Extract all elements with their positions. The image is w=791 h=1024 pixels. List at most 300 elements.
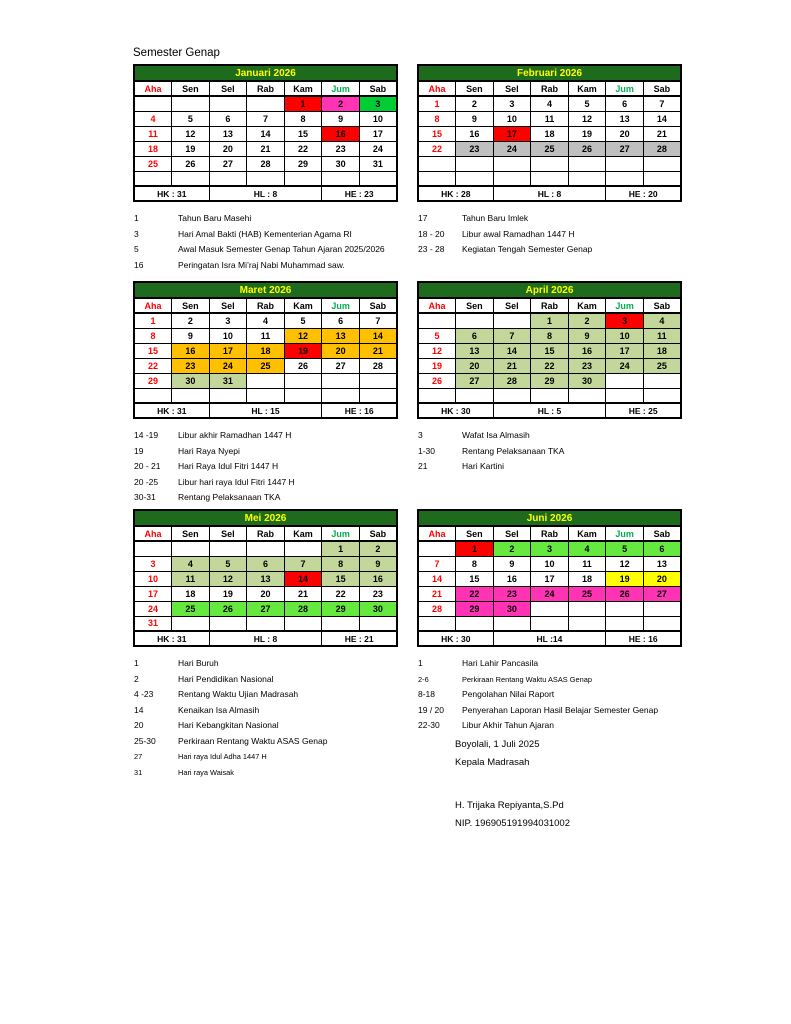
date-cell-10: 10 (531, 556, 569, 571)
note-text: Perkiraan Rentang Waktu ASAS Genap (462, 674, 592, 684)
date-cell-21: 21 (284, 586, 322, 601)
date-cell-19: 19 (568, 126, 606, 141)
date-cell-2: 2 (493, 541, 531, 556)
note-text: Hari Lahir Pancasila (462, 658, 539, 668)
date-cell-3: 3 (359, 96, 397, 111)
date-cell-21: 21 (359, 343, 397, 358)
date-cell-19: 19 (284, 343, 322, 358)
signature-block (455, 739, 570, 836)
week-row (418, 343, 681, 358)
date-cell-empty (643, 616, 681, 631)
date-cell-27: 27 (456, 373, 494, 388)
date-cell-19: 19 (606, 571, 644, 586)
date-cell-16: 16 (172, 343, 210, 358)
day-header-kam: Kam (568, 526, 606, 541)
date-cell-empty (247, 373, 285, 388)
date-cell-16: 16 (493, 571, 531, 586)
note-date: 17 (418, 213, 428, 223)
note-item (134, 671, 398, 687)
day-header-aha: Aha (418, 526, 456, 541)
date-cell-14: 14 (418, 571, 456, 586)
date-cell-12: 12 (284, 328, 322, 343)
he-count: HE : 16 (606, 631, 681, 646)
date-cell-16: 16 (359, 571, 397, 586)
date-cell-1: 1 (134, 313, 172, 328)
note-item (134, 655, 398, 671)
date-cell-26: 26 (418, 373, 456, 388)
date-cell-7: 7 (247, 111, 285, 126)
date-cell-empty (456, 388, 494, 403)
date-cell-30: 30 (322, 156, 360, 171)
note-item (418, 443, 682, 459)
note-text: Peringatan Isra Mi’raj Nabi Muhammad saw. (178, 259, 345, 270)
day-header-sen: Sen (172, 298, 210, 313)
hk-count: HK : 30 (418, 631, 493, 646)
date-cell-empty (531, 616, 569, 631)
day-header-jum: Jum (606, 81, 644, 96)
date-grid (134, 96, 397, 186)
note-date: 1 (134, 213, 139, 223)
date-cell-16: 16 (456, 126, 494, 141)
date-cell-31: 31 (359, 156, 397, 171)
day-header-jum: Jum (606, 298, 644, 313)
date-cell-5: 5 (568, 96, 606, 111)
note-date: 30-31 (134, 492, 156, 502)
month-block (133, 281, 398, 505)
day-header-rab: Rab (247, 81, 285, 96)
date-cell-empty (418, 616, 456, 631)
date-cell-empty (493, 171, 531, 186)
summary-row (134, 186, 397, 201)
note-text: Perkiraan Rentang Waktu ASAS Genap (178, 735, 328, 746)
date-cell-empty (247, 171, 285, 186)
date-cell-23: 23 (172, 358, 210, 373)
summary-row (134, 631, 397, 646)
date-cell-23: 23 (568, 358, 606, 373)
date-cell-empty (493, 156, 531, 171)
note-date: 19 / 20 (418, 704, 444, 715)
date-cell-5: 5 (606, 541, 644, 556)
note-item (134, 226, 398, 242)
date-cell-10: 10 (209, 328, 247, 343)
note-item (418, 241, 682, 257)
week-row (418, 156, 681, 171)
day-header-jum: Jum (606, 526, 644, 541)
date-cell-empty (359, 171, 397, 186)
date-cell-28: 28 (284, 601, 322, 616)
date-cell-empty (568, 156, 606, 171)
hk-count: HK : 31 (134, 186, 209, 201)
note-date: 14 (134, 704, 144, 715)
date-cell-2: 2 (568, 313, 606, 328)
date-cell-10: 10 (134, 571, 172, 586)
date-cell-6: 6 (643, 541, 681, 556)
month-notes (133, 210, 398, 272)
he-count: HE : 20 (606, 186, 681, 201)
note-date: 20 -25 (134, 476, 159, 487)
date-cell-empty (359, 373, 397, 388)
date-cell-empty (322, 171, 360, 186)
week-row (134, 343, 397, 358)
date-cell-empty (209, 96, 247, 111)
note-text: Kegiatan Tengah Semester Genap (462, 244, 593, 254)
week-row (418, 601, 681, 616)
date-cell-29: 29 (284, 156, 322, 171)
date-cell-16: 16 (568, 343, 606, 358)
date-cell-29: 29 (531, 373, 569, 388)
date-cell-18: 18 (172, 586, 210, 601)
note-item (418, 686, 682, 702)
date-cell-11: 11 (531, 111, 569, 126)
summary-row (418, 186, 681, 201)
date-cell-empty (359, 616, 397, 631)
date-cell-18: 18 (531, 126, 569, 141)
date-cell-4: 4 (247, 313, 285, 328)
date-cell-31: 31 (134, 616, 172, 631)
day-header-sel: Sel (493, 81, 531, 96)
date-cell-7: 7 (359, 313, 397, 328)
date-cell-26: 26 (606, 586, 644, 601)
date-cell-18: 18 (568, 571, 606, 586)
date-cell-8: 8 (284, 111, 322, 126)
date-cell-13: 13 (209, 126, 247, 141)
signature-role: Kepala Madrasah (455, 757, 530, 768)
date-cell-20: 20 (247, 586, 285, 601)
date-cell-8: 8 (456, 556, 494, 571)
date-cell-1: 1 (456, 541, 494, 556)
month-slot-januari (133, 64, 398, 272)
day-header-row (134, 298, 397, 313)
row-januari-februari (133, 64, 682, 272)
date-cell-empty (209, 616, 247, 631)
row-mei-juni (133, 509, 682, 779)
date-cell-11: 11 (247, 328, 285, 343)
week-row (134, 313, 397, 328)
date-cell-empty (209, 541, 247, 556)
note-item (134, 427, 398, 443)
date-cell-25: 25 (172, 601, 210, 616)
date-cell-12: 12 (568, 111, 606, 126)
date-cell-empty (418, 156, 456, 171)
month-slot-februari (417, 64, 682, 272)
date-cell-11: 11 (134, 126, 172, 141)
note-date: 20 - 21 (134, 461, 161, 471)
hk-count: HK : 31 (134, 403, 209, 418)
date-cell-17: 17 (493, 126, 531, 141)
note-item (418, 671, 682, 687)
week-row (134, 541, 397, 556)
date-cell-8: 8 (531, 328, 569, 343)
date-cell-20: 20 (606, 126, 644, 141)
hk-count: HK : 31 (134, 631, 209, 646)
date-cell-empty (247, 541, 285, 556)
note-date: 20 (134, 720, 144, 730)
date-cell-empty (456, 313, 494, 328)
date-cell-empty (606, 616, 644, 631)
date-cell-28: 28 (418, 601, 456, 616)
date-cell-22: 22 (456, 586, 494, 601)
date-cell-18: 18 (247, 343, 285, 358)
date-cell-7: 7 (493, 328, 531, 343)
note-item (418, 717, 682, 733)
date-cell-empty (643, 373, 681, 388)
date-cell-4: 4 (172, 556, 210, 571)
date-cell-15: 15 (418, 126, 456, 141)
note-date: 31 (134, 767, 143, 777)
date-cell-empty (247, 96, 285, 111)
note-item (134, 733, 398, 749)
date-cell-25: 25 (531, 141, 569, 156)
date-cell-9: 9 (568, 328, 606, 343)
date-cell-empty (134, 388, 172, 403)
date-cell-26: 26 (209, 601, 247, 616)
date-cell-5: 5 (172, 111, 210, 126)
date-cell-28: 28 (643, 141, 681, 156)
date-cell-empty (172, 96, 210, 111)
date-cell-4: 4 (643, 313, 681, 328)
date-cell-empty (531, 171, 569, 186)
note-date: 8-18 (418, 689, 436, 699)
date-cell-24: 24 (209, 358, 247, 373)
calendar-februari-2026 (417, 64, 682, 202)
month-block (133, 509, 398, 779)
month-block (417, 281, 682, 474)
date-cell-empty (606, 156, 644, 171)
date-cell-empty (606, 171, 644, 186)
note-date: 1 (134, 658, 139, 668)
week-row (418, 586, 681, 601)
week-row (134, 601, 397, 616)
date-cell-5: 5 (418, 328, 456, 343)
day-header-aha: Aha (134, 298, 172, 313)
note-text: Hari Kartini (462, 461, 505, 471)
note-item (134, 474, 398, 490)
date-cell-1: 1 (531, 313, 569, 328)
date-cell-7: 7 (418, 556, 456, 571)
day-header-sen: Sen (456, 81, 494, 96)
date-cell-11: 11 (568, 556, 606, 571)
day-header-sen: Sen (172, 81, 210, 96)
day-header-aha: Aha (134, 81, 172, 96)
date-cell-13: 13 (643, 556, 681, 571)
day-header-sen: Sen (456, 526, 494, 541)
note-date: 1-30 (418, 445, 436, 456)
date-cell-empty (134, 96, 172, 111)
week-row (418, 388, 681, 403)
date-cell-20: 20 (456, 358, 494, 373)
day-header-rab: Rab (247, 526, 285, 541)
date-cell-29: 29 (322, 601, 360, 616)
date-cell-27: 27 (209, 156, 247, 171)
month-title: Juni 2026 (418, 510, 681, 526)
week-row (134, 328, 397, 343)
date-cell-17: 17 (606, 343, 644, 358)
hl-count: HL : 15 (209, 403, 322, 418)
day-header-sab: Sab (643, 81, 681, 96)
calendar-mei-2026 (133, 509, 398, 647)
day-header-row (134, 81, 397, 96)
month-title: Februari 2026 (418, 65, 681, 81)
date-cell-17: 17 (209, 343, 247, 358)
date-cell-10: 10 (359, 111, 397, 126)
date-cell-27: 27 (643, 586, 681, 601)
date-cell-12: 12 (418, 343, 456, 358)
date-cell-23: 23 (493, 586, 531, 601)
he-count: HE : 21 (322, 631, 397, 646)
date-cell-empty (284, 388, 322, 403)
date-cell-5: 5 (209, 556, 247, 571)
date-cell-empty (172, 616, 210, 631)
date-cell-21: 21 (643, 126, 681, 141)
summary-row (418, 403, 681, 418)
date-cell-empty (172, 171, 210, 186)
week-row (134, 171, 397, 186)
note-text: Awal Masuk Semester Genap Tahun Ajaran 2025/2026 (178, 244, 385, 254)
date-cell-empty (418, 541, 456, 556)
note-item (134, 748, 398, 764)
week-row (134, 111, 397, 126)
week-row (418, 373, 681, 388)
day-header-row (418, 526, 681, 541)
day-header-kam: Kam (284, 526, 322, 541)
date-cell-23: 23 (322, 141, 360, 156)
note-date: 14 -19 (134, 430, 159, 440)
day-header-kam: Kam (284, 298, 322, 313)
date-cell-empty (418, 171, 456, 186)
date-cell-empty (568, 171, 606, 186)
date-grid (418, 96, 681, 186)
month-slot-maret (133, 281, 398, 505)
week-row (134, 388, 397, 403)
date-cell-2: 2 (456, 96, 494, 111)
month-block (417, 64, 682, 257)
note-item (418, 458, 682, 474)
date-cell-28: 28 (493, 373, 531, 388)
calendar-maret-2026 (133, 281, 398, 419)
date-cell-24: 24 (493, 141, 531, 156)
day-header-sab: Sab (359, 526, 397, 541)
date-cell-empty (209, 171, 247, 186)
date-cell-25: 25 (247, 358, 285, 373)
date-cell-25: 25 (643, 358, 681, 373)
month-title: Maret 2026 (134, 282, 397, 298)
date-cell-empty (134, 541, 172, 556)
note-item (134, 241, 398, 257)
date-cell-2: 2 (322, 96, 360, 111)
day-header-sel: Sel (493, 526, 531, 541)
day-header-row (418, 298, 681, 313)
week-row (418, 358, 681, 373)
day-header-aha: Aha (418, 81, 456, 96)
date-cell-1: 1 (284, 96, 322, 111)
day-header-sel: Sel (209, 526, 247, 541)
date-cell-empty (568, 616, 606, 631)
date-cell-empty (456, 171, 494, 186)
month-notes (417, 655, 682, 733)
date-cell-9: 9 (456, 111, 494, 126)
hk-count: HK : 30 (418, 403, 493, 418)
date-cell-empty (172, 541, 210, 556)
note-text: Libur awal Ramadhan 1447 H (462, 228, 575, 239)
date-cell-4: 4 (134, 111, 172, 126)
week-row (418, 171, 681, 186)
note-item (418, 210, 682, 226)
note-date: 2 (134, 673, 139, 684)
month-slot-mei (133, 509, 398, 779)
date-cell-6: 6 (456, 328, 494, 343)
note-text: Hari Kebangkitan Nasional (178, 720, 279, 730)
date-cell-8: 8 (134, 328, 172, 343)
date-cell-24: 24 (531, 586, 569, 601)
he-count: HE : 16 (322, 403, 397, 418)
hl-count: HL : 8 (493, 186, 606, 201)
date-cell-19: 19 (418, 358, 456, 373)
date-cell-empty (531, 388, 569, 403)
date-cell-30: 30 (568, 373, 606, 388)
date-cell-22: 22 (418, 141, 456, 156)
date-grid (418, 313, 681, 403)
note-item (134, 443, 398, 459)
note-item (134, 489, 398, 505)
note-text: Libur Akhir Tahun Ajaran (462, 720, 554, 730)
day-header-sel: Sel (493, 298, 531, 313)
date-cell-24: 24 (134, 601, 172, 616)
month-notes (417, 210, 682, 257)
note-text: Tahun Baru Imlek (462, 213, 529, 223)
note-date: 25-30 (134, 735, 156, 746)
date-grid (134, 313, 397, 403)
day-header-jum: Jum (322, 81, 360, 96)
month-notes (133, 655, 398, 779)
date-cell-19: 19 (209, 586, 247, 601)
date-cell-21: 21 (418, 586, 456, 601)
date-cell-20: 20 (322, 343, 360, 358)
day-header-aha: Aha (418, 298, 456, 313)
date-cell-12: 12 (606, 556, 644, 571)
date-cell-14: 14 (247, 126, 285, 141)
date-cell-9: 9 (172, 328, 210, 343)
note-date: 16 (134, 259, 144, 270)
day-header-rab: Rab (247, 298, 285, 313)
hk-count: HK : 28 (418, 186, 493, 201)
note-text: Tahun Baru Masehi (178, 213, 252, 223)
date-cell-21: 21 (247, 141, 285, 156)
date-cell-17: 17 (359, 126, 397, 141)
date-cell-3: 3 (493, 96, 531, 111)
date-cell-10: 10 (493, 111, 531, 126)
hl-count: HL : 8 (209, 631, 322, 646)
date-cell-5: 5 (284, 313, 322, 328)
note-item (134, 210, 398, 226)
date-cell-3: 3 (134, 556, 172, 571)
week-row (134, 126, 397, 141)
date-cell-empty (606, 388, 644, 403)
week-row (134, 556, 397, 571)
date-cell-1: 1 (322, 541, 360, 556)
date-cell-8: 8 (322, 556, 360, 571)
date-cell-empty (643, 156, 681, 171)
date-cell-9: 9 (322, 111, 360, 126)
month-block (417, 509, 682, 733)
date-cell-15: 15 (284, 126, 322, 141)
note-date: 27 (134, 752, 143, 761)
note-date: 4 -23 (134, 689, 154, 699)
date-cell-empty (456, 156, 494, 171)
day-header-kam: Kam (568, 81, 606, 96)
month-title: April 2026 (418, 282, 681, 298)
date-cell-22: 22 (322, 586, 360, 601)
date-cell-22: 22 (531, 358, 569, 373)
